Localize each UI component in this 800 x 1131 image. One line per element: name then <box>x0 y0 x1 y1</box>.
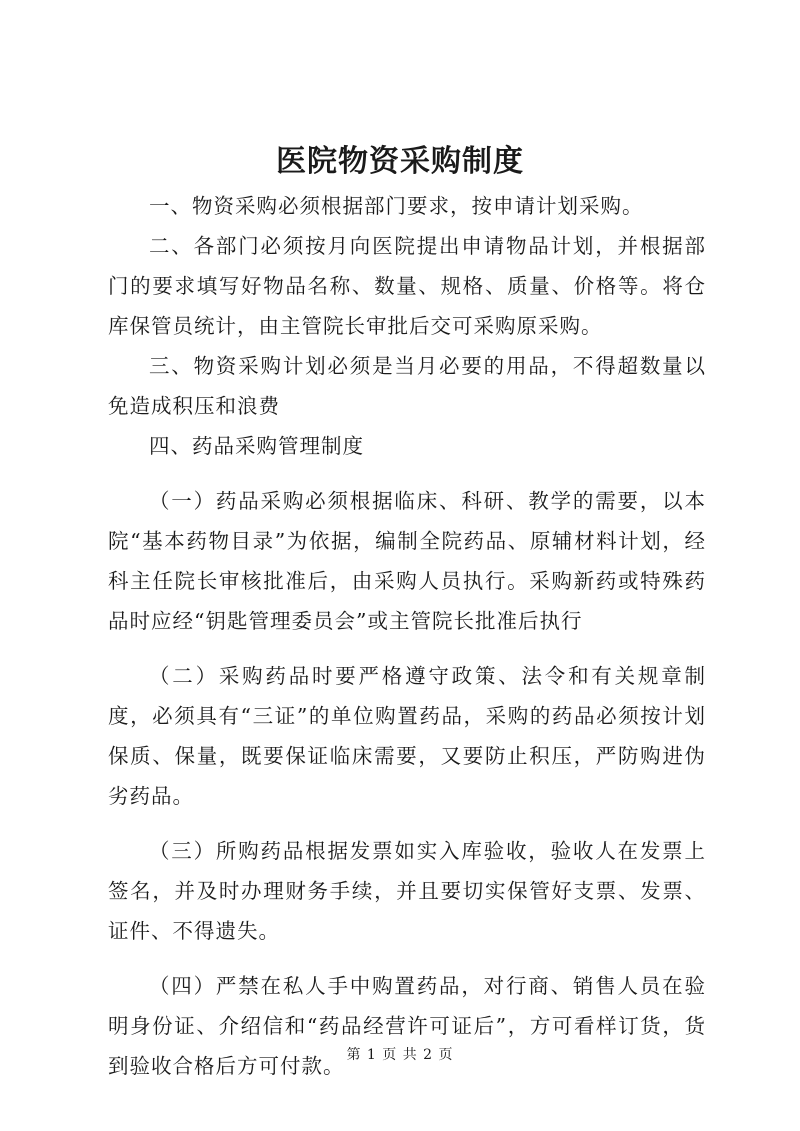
paragraph-2: 二、各部门必须按月向医院提出申请物品计划，并根据部门的要求填写好物品名称、数量、规格、质量、价格等。将仓库保管员统计，由主管院长审批后交可采购原采购。 <box>108 234 706 338</box>
page-number-footer: 第 1 页 共 2 页 <box>346 1047 454 1063</box>
paragraph-1: 一、物资采购必须根据部门要求，按申请计划采购。 <box>149 194 644 218</box>
paragraph-4: 四、药品采购管理制度 <box>149 434 364 458</box>
paragraph-5: （一）药品采购必须根据临床、科研、教学的需要，以本院“基本药物目录”为依据，编制全院药品、原辅材料计划，经科主任院长审核批准后，由采购人员执行。采购新药或特殊药品时应经“钥匙管理委员会”或主管院长批准后执行 <box>108 489 706 633</box>
paragraph-7: （三）所购药品根据发票如实入库验收，验收人在发票上签名，并及时办理财务手续，并且要切实保管好支票、发票、证件、不得遗失。 <box>108 839 706 943</box>
paragraph-8: （四）严禁在私人手中购置药品，对行商、销售人员在验明身份证、介绍信和“药品经营许可证后”，方可看样订货，货到验收合格后方可付款。 <box>108 974 706 1078</box>
document-body <box>108 186 706 1086</box>
paragraph-3: 三、物资采购计划必须是当月必要的用品，不得超数量以免造成积压和浪费 <box>108 354 706 418</box>
paragraph-6: （二）采购药品时要严格遵守政策、法令和有关规章制度，必须具有“三证”的单位购置药品，采购的药品必须按计划保质、保量，既要保证临床需要，又要防止积压，严防购进伪劣药品。 <box>108 664 706 808</box>
document-title: 医院物资采购制度 <box>276 144 524 179</box>
